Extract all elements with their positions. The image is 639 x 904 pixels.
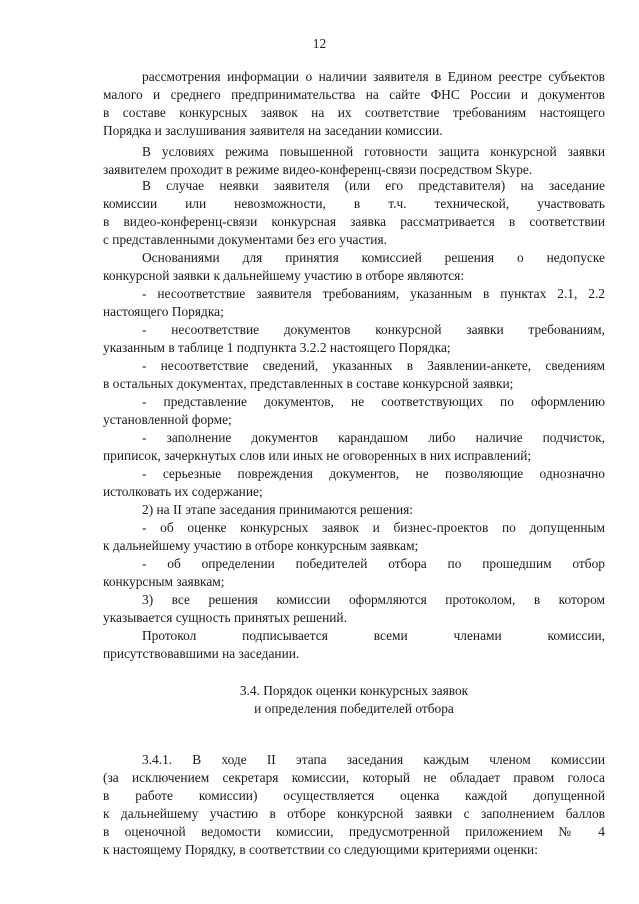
text-line: - заполнение документов карандашом либо наличие подчисток, [142,430,605,445]
text-line: указанным в таблице 1 подпункта 3.2.2 настоящего Порядка; [103,340,451,355]
text-line: Порядка и заслушивания заявителя на заседании комиссии. [103,123,443,138]
text-line: - об оценке конкурсных заявок и бизнес-проектов по допущенным [142,520,605,535]
text-line: в видео-конференц-связи конкурсная заявка рассматривается в соответствии [103,214,605,229]
text-line: комиссии или невозможности, в т.ч. технической, участвовать [103,196,605,211]
text-line: к дальнейшему участию в отборе конкурсной заявки с заполнением баллов [103,806,605,821]
text-line: в оценочной ведомости комиссии, предусмотренной приложением № 4 [103,824,605,839]
section-heading-line-1: 3.4. Порядок оценки конкурсных заявок [239,683,469,698]
text-line: установленной форме; [103,412,232,427]
text-line: 3) все решения комиссии оформляются протоколом, в котором [142,592,605,607]
text-line: в составе конкурсных заявок на их соответствие требованиям настоящего [103,105,605,120]
text-line: Протокол подписывается всеми членами комиссии, [142,628,605,643]
text-line: конкурсным заявкам; [103,574,225,589]
text-line: 2) на II этапе заседания принимаются решения: [142,502,413,517]
text-line: в остальных документах, представленных в составе конкурсной заявки; [103,376,514,391]
page-number: 12 [312,36,327,51]
text-line: в работе комиссии) осуществляется оценка каждой допущенной [103,788,605,803]
text-line: к настоящему Порядку, в соответствии со следующими критериями оценки: [103,842,538,857]
text-line: - об определении победителей отбора по прошедшим отбор [142,556,605,571]
text-line: - несоответствие сведений, указанных в Заявлении-анкете, сведениям [142,358,605,373]
text-line: присутствовавшими на заседании. [103,646,300,661]
text-line: малого и среднего предпринимательства на сайте ФНС России и документов [103,87,605,102]
text-line: к дальнейшему участию в отборе конкурсным заявкам; [103,538,419,553]
text-line: - представление документов, не соответствующих по оформлению [142,394,605,409]
text-line: указывается сущность принятых решений. [103,610,347,625]
text-line: - несоответствие заявителя требованиям, указанным в пунктах 2.1, 2.2 [142,286,605,301]
text-line: приписок, зачеркнутых слов или иных не оговоренных в них исправлений; [103,448,532,463]
text-line: (за исключением секретаря комиссии, который не обладает правом голоса [103,770,605,785]
text-line: - серьезные повреждения документов, не позволяющие однозначно [142,466,605,481]
text-line: настоящего Порядка; [103,304,224,319]
text-line: 3.4.1. В ходе II этапа заседания каждым членом комиссии [142,752,605,767]
text-line: истолковать их содержание; [103,484,263,499]
text-line: рассмотрения информации о наличии заявителя в Едином реестре субъектов [142,69,605,84]
text-line: заявителем проходит в режиме видео-конференц-связи посредством Skype. [103,162,533,177]
text-line: Основаниями для принятия комиссией решения о недопуске [142,250,605,265]
text-line: В случае неявки заявителя (или его представителя) на заседание [142,178,605,193]
text-line: В условиях режима повышенной готовности защита конкурсной заявки [142,144,605,159]
text-line: с представленными документами без его участия. [103,232,387,247]
text-line: - несоответствие документов конкурсной заявки требованиям, [142,322,605,337]
text-line: конкурсной заявки к дальнейшему участию в отборе являются: [103,268,465,283]
section-heading-line-2: и определения победителей отбора [254,701,454,716]
